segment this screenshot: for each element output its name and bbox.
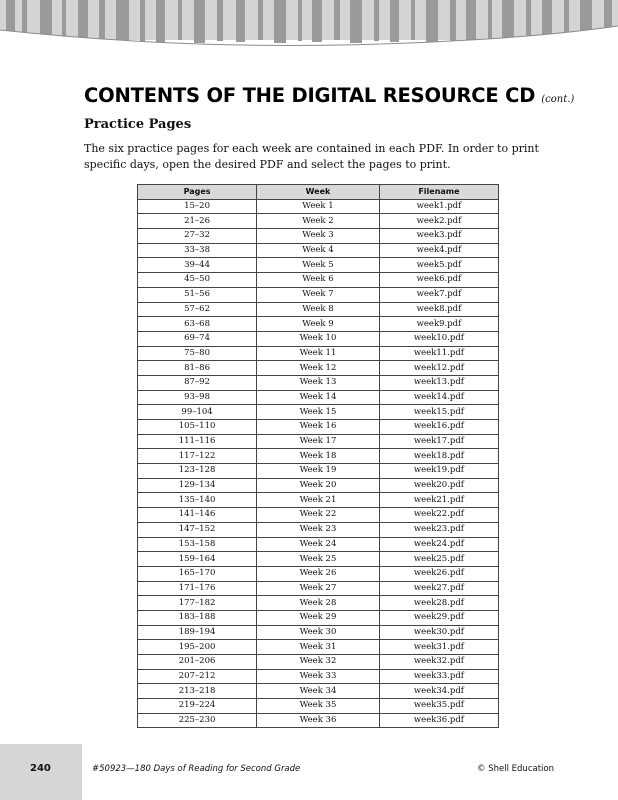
table-row [138, 346, 499, 361]
table-row [138, 302, 499, 317]
column-header-pages: Pages [138, 185, 257, 200]
pages-cell: 183–188 [138, 610, 257, 625]
pages-cell: 147–152 [138, 522, 257, 537]
pages-cell: 63–68 [138, 317, 257, 332]
pages-cell: 189–194 [138, 625, 257, 640]
week-cell: Week 33 [257, 669, 380, 684]
week-cell: Week 6 [257, 273, 380, 288]
table-row [138, 375, 499, 390]
week-cell: Week 32 [257, 655, 380, 670]
filename-cell: week8.pdf [379, 302, 498, 317]
week-cell: Week 36 [257, 713, 380, 728]
table-row [138, 420, 499, 435]
pages-cell: 219–224 [138, 699, 257, 714]
filename-cell: week35.pdf [379, 699, 498, 714]
pages-cell: 153–158 [138, 537, 257, 552]
pages-cell: 33–38 [138, 243, 257, 258]
pages-cell: 135–140 [138, 493, 257, 508]
filename-cell: week21.pdf [379, 493, 498, 508]
intro-paragraph: The six practice pages for each week are contained in each PDF. In order to print specific days, open the desired PDF and select the pages to print. [84, 142, 539, 171]
filename-cell: week7.pdf [379, 287, 498, 302]
pages-cell: 57–62 [138, 302, 257, 317]
table-row [138, 581, 499, 596]
pages-cell: 117–122 [138, 449, 257, 464]
pages-cell: 129–134 [138, 478, 257, 493]
week-cell: Week 24 [257, 537, 380, 552]
filename-cell: week5.pdf [379, 258, 498, 273]
pages-cell: 93–98 [138, 390, 257, 405]
filename-cell: week12.pdf [379, 361, 498, 376]
week-cell: Week 17 [257, 434, 380, 449]
pages-cell: 51–56 [138, 287, 257, 302]
week-cell: Week 23 [257, 522, 380, 537]
filename-cell: week32.pdf [379, 655, 498, 670]
table-row [138, 434, 499, 449]
week-cell: Week 10 [257, 331, 380, 346]
table-row [138, 464, 499, 479]
pages-cell: 21–26 [138, 214, 257, 229]
pages-cell: 39–44 [138, 258, 257, 273]
table-row [138, 669, 499, 684]
week-cell: Week 2 [257, 214, 380, 229]
week-cell: Week 25 [257, 552, 380, 567]
filename-cell: week11.pdf [379, 346, 498, 361]
filename-cell: week36.pdf [379, 713, 498, 728]
filename-cell: week23.pdf [379, 522, 498, 537]
filename-cell: week28.pdf [379, 596, 498, 611]
filename-cell: week15.pdf [379, 405, 498, 420]
week-cell: Week 18 [257, 449, 380, 464]
page-title-row [84, 84, 575, 107]
pages-cell: 177–182 [138, 596, 257, 611]
week-cell: Week 11 [257, 346, 380, 361]
week-cell: Week 3 [257, 229, 380, 244]
week-cell: Week 26 [257, 566, 380, 581]
filename-cell: week25.pdf [379, 552, 498, 567]
table-row [138, 684, 499, 699]
pages-cell: 225–230 [138, 713, 257, 728]
week-cell: Week 19 [257, 464, 380, 479]
week-cell: Week 22 [257, 508, 380, 523]
filename-cell: week1.pdf [379, 199, 498, 214]
table-body [138, 199, 499, 728]
week-cell: Week 29 [257, 610, 380, 625]
title-continued-label: (cont.) [541, 94, 575, 105]
table-row [138, 243, 499, 258]
week-cell: Week 5 [257, 258, 380, 273]
table-row [138, 566, 499, 581]
table-row [138, 640, 499, 655]
pages-cell: 99–104 [138, 405, 257, 420]
filename-cell: week2.pdf [379, 214, 498, 229]
filename-cell: week29.pdf [379, 610, 498, 625]
table-row [138, 214, 499, 229]
week-cell: Week 28 [257, 596, 380, 611]
table-row [138, 258, 499, 273]
week-cell: Week 20 [257, 478, 380, 493]
table-row [138, 552, 499, 567]
filename-cell: week24.pdf [379, 537, 498, 552]
practice-pages-table [137, 184, 499, 728]
filename-cell: week31.pdf [379, 640, 498, 655]
filename-cell: week26.pdf [379, 566, 498, 581]
table-row [138, 390, 499, 405]
week-cell: Week 15 [257, 405, 380, 420]
week-cell: Week 27 [257, 581, 380, 596]
page-title: CONTENTS OF THE DIGITAL RESOURCE CD [84, 84, 536, 107]
week-cell: Week 21 [257, 493, 380, 508]
table-row [138, 625, 499, 640]
filename-cell: week20.pdf [379, 478, 498, 493]
table-row [138, 596, 499, 611]
week-cell: Week 14 [257, 390, 380, 405]
filename-cell: week19.pdf [379, 464, 498, 479]
pages-cell: 141–146 [138, 508, 257, 523]
footer-book-title: #50923—180 Days of Reading for Second Grade [92, 764, 301, 774]
table-row [138, 361, 499, 376]
filename-cell: week6.pdf [379, 273, 498, 288]
pages-cell: 45–50 [138, 273, 257, 288]
filename-cell: week17.pdf [379, 434, 498, 449]
week-cell: Week 9 [257, 317, 380, 332]
table-row [138, 405, 499, 420]
week-cell: Week 16 [257, 420, 380, 435]
table-row [138, 478, 499, 493]
table-row [138, 655, 499, 670]
week-cell: Week 34 [257, 684, 380, 699]
pages-cell: 165–170 [138, 566, 257, 581]
filename-cell: week3.pdf [379, 229, 498, 244]
table-row [138, 699, 499, 714]
week-cell: Week 7 [257, 287, 380, 302]
column-header-filename: Filename [379, 185, 498, 200]
week-cell: Week 1 [257, 199, 380, 214]
pages-cell: 81–86 [138, 361, 257, 376]
table-row [138, 522, 499, 537]
pages-cell: 75–80 [138, 346, 257, 361]
table-row [138, 493, 499, 508]
week-cell: Week 30 [257, 625, 380, 640]
filename-cell: week13.pdf [379, 375, 498, 390]
decorative-stripe-banner [0, 0, 618, 52]
week-cell: Week 31 [257, 640, 380, 655]
table-row [138, 537, 499, 552]
pages-cell: 123–128 [138, 464, 257, 479]
filename-cell: week34.pdf [379, 684, 498, 699]
table-row [138, 508, 499, 523]
filename-cell: week18.pdf [379, 449, 498, 464]
filename-cell: week9.pdf [379, 317, 498, 332]
pages-cell: 105–110 [138, 420, 257, 435]
week-cell: Week 12 [257, 361, 380, 376]
pages-cell: 27–32 [138, 229, 257, 244]
footer-publisher: © Shell Education [477, 764, 554, 774]
table-row [138, 331, 499, 346]
table-row [138, 287, 499, 302]
table-row [138, 610, 499, 625]
week-cell: Week 35 [257, 699, 380, 714]
pages-cell: 159–164 [138, 552, 257, 567]
page-number: 240 [30, 763, 51, 774]
pages-cell: 15–20 [138, 199, 257, 214]
pages-cell: 171–176 [138, 581, 257, 596]
table-row [138, 713, 499, 728]
pages-cell: 87–92 [138, 375, 257, 390]
filename-cell: week10.pdf [379, 331, 498, 346]
section-title: Practice Pages [84, 117, 192, 132]
filename-cell: week22.pdf [379, 508, 498, 523]
pages-cell: 195–200 [138, 640, 257, 655]
filename-cell: week30.pdf [379, 625, 498, 640]
week-cell: Week 8 [257, 302, 380, 317]
filename-cell: week27.pdf [379, 581, 498, 596]
column-header-week: Week [257, 185, 380, 200]
pages-cell: 207–212 [138, 669, 257, 684]
table-header-row [138, 185, 499, 200]
pages-cell: 111–116 [138, 434, 257, 449]
pages-cell: 201–206 [138, 655, 257, 670]
table-row [138, 449, 499, 464]
table-row [138, 317, 499, 332]
table-row [138, 199, 499, 214]
pages-cell: 213–218 [138, 684, 257, 699]
filename-cell: week16.pdf [379, 420, 498, 435]
table-row [138, 229, 499, 244]
filename-cell: week14.pdf [379, 390, 498, 405]
week-cell: Week 4 [257, 243, 380, 258]
filename-cell: week33.pdf [379, 669, 498, 684]
filename-cell: week4.pdf [379, 243, 498, 258]
table-row [138, 273, 499, 288]
week-cell: Week 13 [257, 375, 380, 390]
pages-cell: 69–74 [138, 331, 257, 346]
